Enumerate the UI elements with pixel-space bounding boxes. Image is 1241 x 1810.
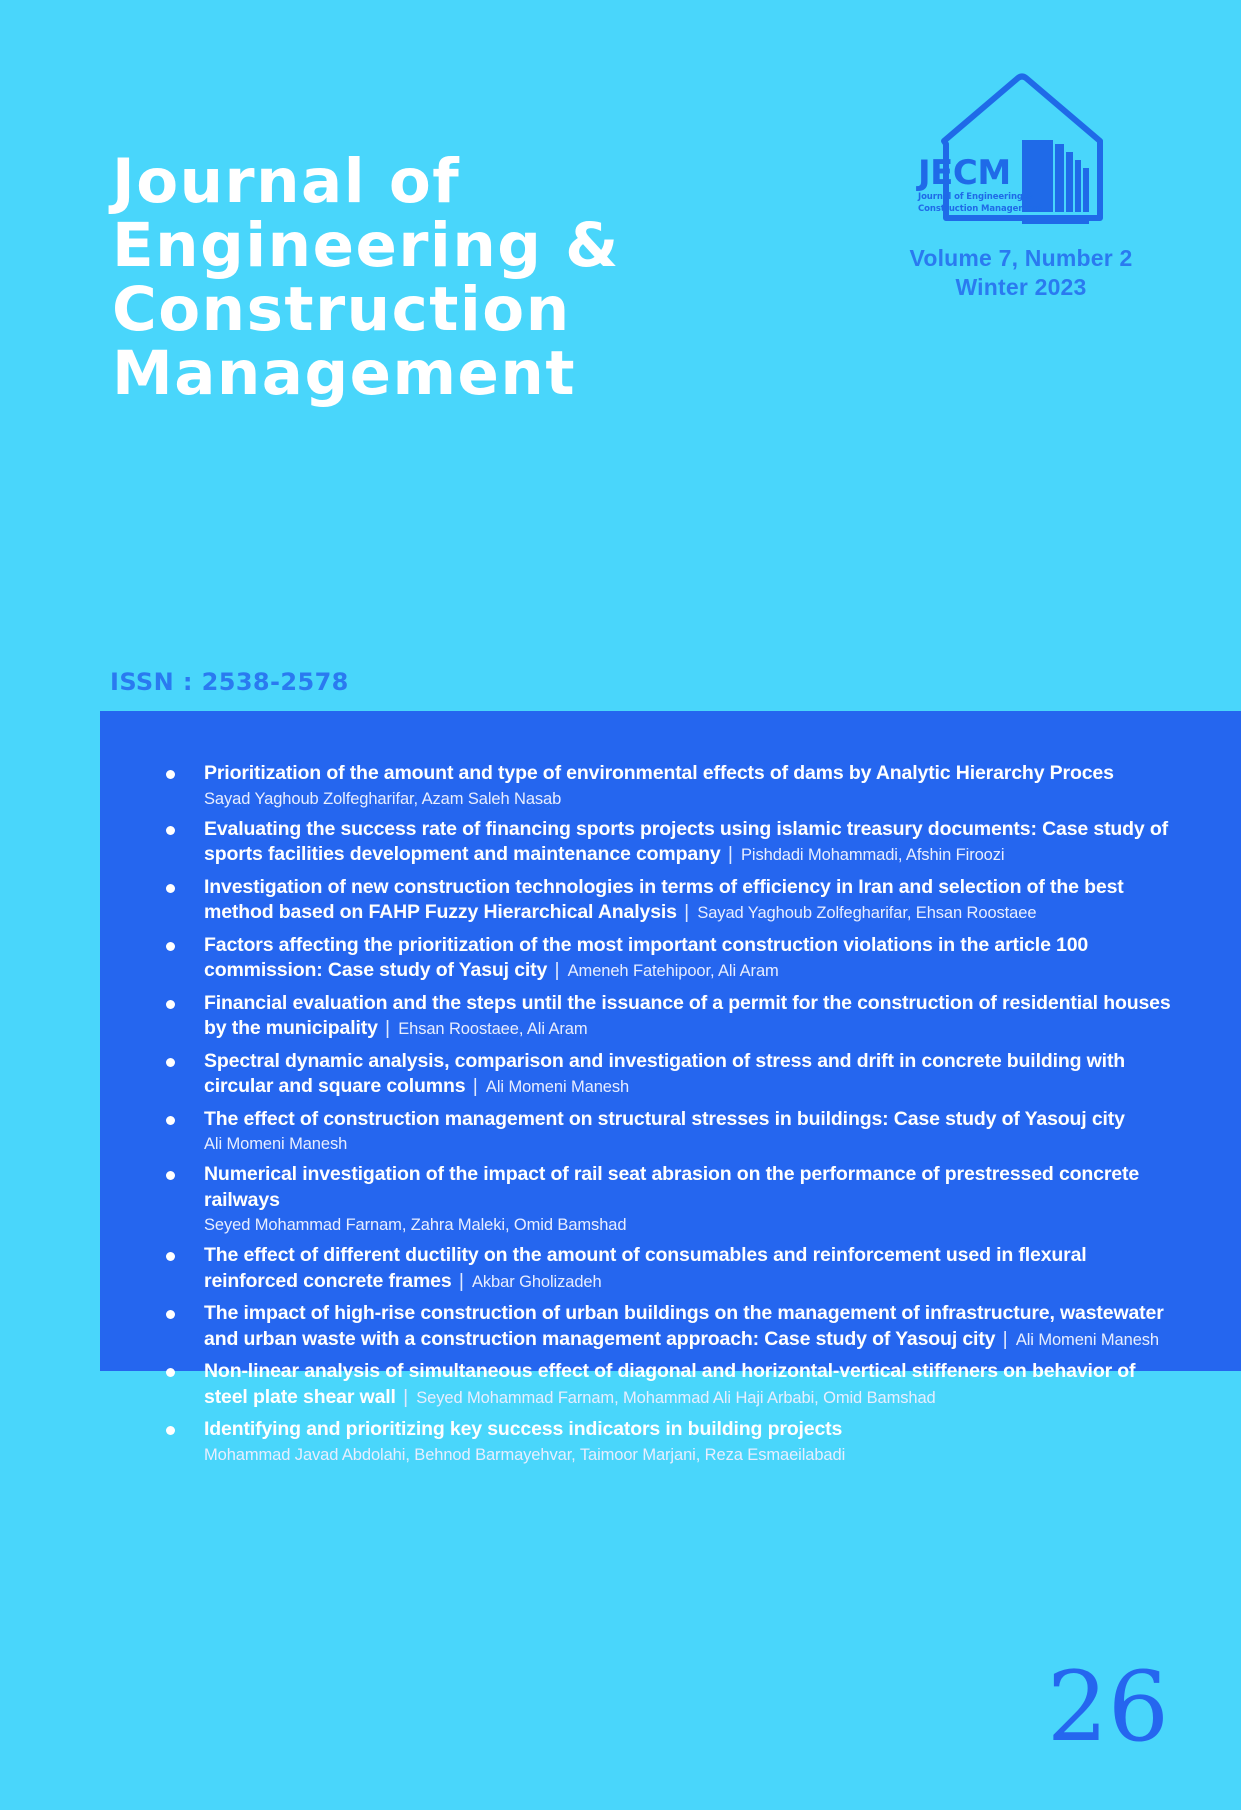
bullet-icon <box>166 1252 175 1261</box>
article-text <box>204 817 1179 869</box>
journal-title-line-3: Construction <box>112 274 571 345</box>
article-entry[interactable] <box>162 761 1179 811</box>
article-entry[interactable] <box>162 1107 1179 1157</box>
article-text <box>204 1301 1179 1353</box>
article-entry[interactable] <box>162 1359 1179 1411</box>
bullet-icon <box>166 1310 175 1319</box>
bullet-icon <box>166 770 175 779</box>
author-separator: | <box>549 959 565 981</box>
bullet-icon <box>166 1426 175 1435</box>
bullet-icon <box>166 942 175 951</box>
article-authors: Ali Momeni Manesh <box>1015 1330 1160 1349</box>
article-title: Non-linear analysis of simultaneous effect of diagonal and horizontal-vertical stiffeners on behavior of steel plate shear wall <box>204 1360 1136 1408</box>
article-authors: Ehsan Roostaee, Ali Aram <box>398 1020 588 1038</box>
article-entry[interactable] <box>162 991 1179 1043</box>
journal-title-line-2: Engineering & <box>112 210 620 281</box>
article-authors: Seyed Mohammad Farnam, Mohammad Ali Haji Arbabi, Omid Bamshad <box>416 1388 936 1407</box>
article-text <box>204 1359 1179 1411</box>
article-title: Numerical investigation of the impact of rail seat abrasion on the performance of prestressed concrete railways <box>204 1163 1140 1211</box>
article-list <box>162 761 1179 1467</box>
issn-label: ISSN : 2538-2578 <box>110 668 349 696</box>
article-title: The effect of construction management on structural stresses in buildings: Case study of Yasouj city <box>204 1107 1125 1130</box>
journal-title-line-4: Management <box>112 338 577 409</box>
volume-number-label: Volume 7, Number 2 <box>909 245 1133 271</box>
author-separator: | <box>997 1327 1013 1350</box>
author-separator: | <box>453 1269 469 1292</box>
article-entry[interactable] <box>162 1243 1179 1295</box>
article-text <box>204 761 1179 811</box>
article-entry[interactable] <box>162 1049 1179 1101</box>
bullet-icon <box>166 1368 175 1377</box>
article-authors: Mohammad Javad Abdolahi, Behnod Barmayehvar, Taimoor Marjani, Reza Esmaeilabadi <box>204 1445 846 1464</box>
bullet-icon <box>166 1116 175 1125</box>
article-entry[interactable] <box>162 933 1179 985</box>
article-text <box>204 1107 1179 1157</box>
article-title: The impact of high-rise construction of urban buildings on the management of infrastructure, wastewater and urban waste with a construction management approach: Case study of Yasouj city <box>204 1302 1164 1350</box>
jecm-subtitle-line-1: Journal of Engineering & <box>918 192 1034 202</box>
article-title: Investigation of new construction technologies in terms of efficiency in Iran and selection of the best method based on FAHP Fuzzy Hierarchical Analysis <box>204 875 1124 923</box>
bullet-icon <box>166 1171 175 1180</box>
article-title: Prioritization of the amount and type of environmental effects of dams by Analytic Hierarchy Proces <box>204 762 1114 784</box>
article-text <box>204 875 1179 927</box>
article-title: The effect of different ductility on the amount of consumables and reinforcement used in flexural reinforced concrete frames <box>204 1244 1087 1292</box>
author-separator: | <box>467 1075 483 1097</box>
article-title: Identifying and prioritizing key success indicators in building projects <box>204 1418 843 1440</box>
season-year-label: Winter 2023 <box>955 274 1087 300</box>
author-separator: | <box>397 1385 414 1408</box>
article-authors: Ali Momeni Manesh <box>485 1078 630 1096</box>
article-text <box>204 933 1179 985</box>
author-separator: | <box>379 1017 396 1039</box>
article-title: Spectral dynamic analysis, comparison and investigation of stress and drift in concrete building with circular and square columns <box>204 1049 1126 1097</box>
journal-masthead <box>112 146 732 409</box>
journal-title-line-1: Journal of <box>112 146 461 217</box>
article-text <box>204 1049 1179 1101</box>
article-title: Factors affecting the prioritization of the most important construction violations in the article 100 commission: Case study of Yasuj city <box>204 933 1089 981</box>
page-number: 26 <box>1046 1651 1169 1763</box>
article-title: Financial evaluation and the steps until the issuance of a permit for the construction of residential houses by the municipality <box>204 991 1171 1039</box>
bullet-icon <box>166 884 175 893</box>
author-separator: | <box>722 843 738 865</box>
bullet-icon <box>166 1000 175 1009</box>
article-title: Evaluating the success rate of financing sports projects using islamic treasury documents: Case study of sports facilities development and maintenance company <box>204 817 1168 865</box>
article-authors: Sayad Yaghoub Zolfegharifar, Azam Saleh Nasab <box>204 789 562 808</box>
article-authors: Seyed Mohammad Farnam, Zahra Maleki, Omid Bamshad <box>204 1216 627 1234</box>
author-separator: | <box>678 901 695 923</box>
jecm-acronym: JECM <box>918 153 1011 193</box>
article-entry[interactable] <box>162 817 1179 869</box>
jecm-subtitle-line-2: Construction Management <box>918 204 1043 214</box>
article-authors: Sayad Yaghoub Zolfegharifar, Ehsan Roostaee <box>697 904 1037 922</box>
article-authors: Pishdadi Mohammadi, Afshin Firoozi <box>741 846 1005 864</box>
bullet-icon <box>166 1058 175 1067</box>
article-entry[interactable] <box>162 1301 1179 1353</box>
jecm-house-logo-icon <box>916 70 1126 230</box>
article-text <box>204 991 1179 1043</box>
article-text <box>204 1417 1179 1467</box>
bullet-icon <box>166 826 175 835</box>
article-entry[interactable] <box>162 1162 1179 1237</box>
article-authors: Ameneh Fatehipoor, Ali Aram <box>567 962 779 980</box>
table-of-contents-panel <box>100 711 1241 1464</box>
article-text <box>204 1162 1179 1237</box>
article-text <box>204 1243 1179 1295</box>
article-entry[interactable] <box>162 875 1179 927</box>
journal-logo-block <box>861 70 1181 302</box>
article-entry[interactable] <box>162 1417 1179 1467</box>
article-authors: Akbar Gholizadeh <box>472 1272 602 1291</box>
article-authors: Ali Momeni Manesh <box>204 1135 348 1153</box>
